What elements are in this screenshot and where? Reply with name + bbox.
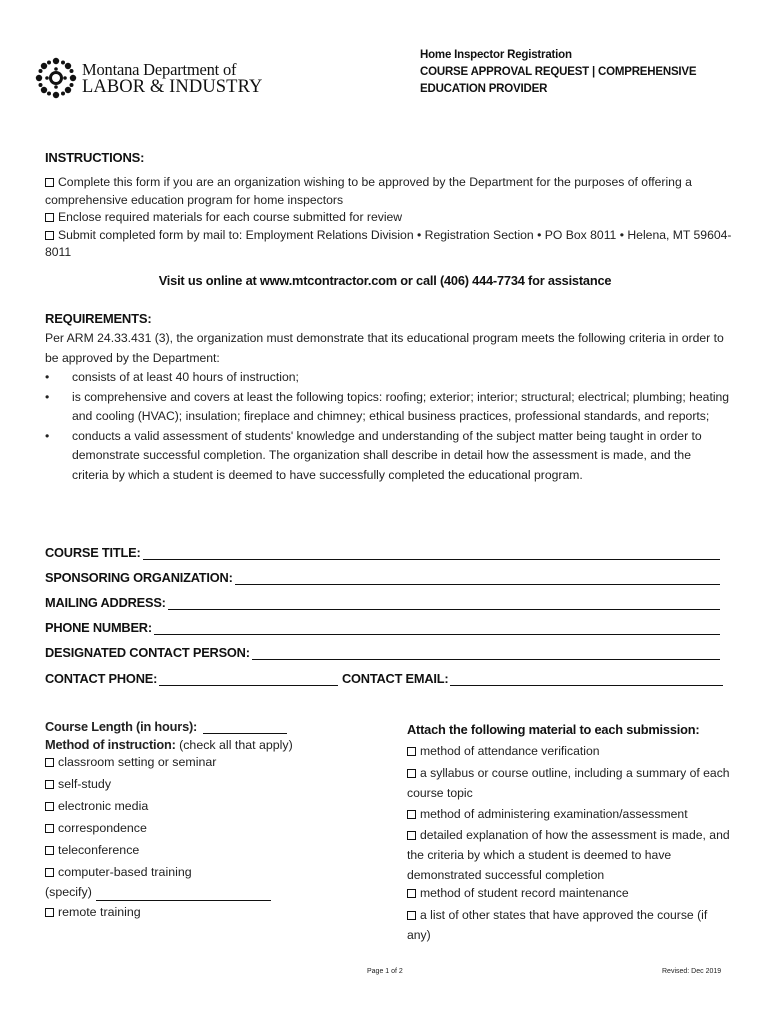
requirements-heading: REQUIREMENTS: [45,311,152,326]
method-remote[interactable]: remote training [45,901,365,923]
method-teleconference[interactable]: teleconference [45,839,365,861]
requirements-list [45,368,730,485]
method-computer-based[interactable]: computer-based training [45,861,365,883]
checkbox-icon[interactable] [45,824,54,833]
instruction-item: Submit completed form by mail to: Employment Relations Division • Registration Section • PO Box 8011 • Helena, MT 59604-8011 [45,227,732,259]
attach-item[interactable]: method of attendance verification [407,741,732,761]
checkbox-icon[interactable] [45,868,54,877]
method-label: Method of instruction: (check all that apply) [45,737,293,752]
course-title-field[interactable]: COURSE TITLE: [45,545,720,560]
sponsoring-org-field[interactable]: SPONSORING ORGANIZATION: [45,570,720,585]
contact-person-field[interactable]: DESIGNATED CONTACT PERSON: [45,645,720,660]
checkbox-icon[interactable] [407,747,416,756]
list-item: • conducts a valid assessment of students' knowledge and understanding of the subject matter being taught in order to demonstrate successful completion. The organization shall describe in detail how the assessment is made, and the criteria by which a student is deemed to have successfully completed the educational program. [45,428,702,482]
instruction-item: Complete this form if you are an organization wishing to be approved by the Department for the purposes of offering a comprehensive education program for home inspectors [45,175,692,207]
checkbox-icon[interactable] [407,911,416,920]
method-options [45,751,365,883]
checkbox-icon[interactable] [407,831,416,840]
sun-emblem-icon [34,56,78,100]
visit-line: Visit us online at www.mtcontractor.com or call (406) 444-7734 for assistance [158,273,612,288]
method-self-study[interactable]: self-study [45,773,365,795]
checkbox-icon[interactable] [45,758,54,767]
attach-item[interactable]: a syllabus or course outline, including a summary of each course topic [407,766,730,800]
method-classroom[interactable]: classroom setting or seminar [45,751,365,773]
mailing-address-field[interactable]: MAILING ADDRESS: [45,595,720,610]
list-item: • is comprehensive and covers at least the following topics: roofing; exterior; interior; structural; electrical; plumbing; heating and cooling (HVAC); insulation; fireplace and chimney; ethical business practices, professional standards, and reports; [45,389,730,423]
logo-line2: LABOR & INDUSTRY [82,77,263,97]
attach-item[interactable]: a list of other states that have approved the course (if any) [407,908,708,942]
method-correspondence[interactable]: correspondence [45,817,365,839]
form-title-line1: Home Inspector Registration [420,49,572,61]
form-title-line3: EDUCATION PROVIDER [420,83,548,95]
list-item: • consists of at least 40 hours of instruction; [45,370,299,384]
checkbox-icon[interactable] [45,178,54,187]
specify-field[interactable]: (specify) [45,883,271,901]
requirements-body [45,329,730,485]
attach-item[interactable]: method of student record maintenance [407,883,732,903]
instructions-list [45,174,735,262]
checkbox-icon[interactable] [407,769,416,778]
course-length-field[interactable]: Course Length (in hours): [45,719,287,734]
checkbox-icon[interactable] [45,780,54,789]
method-electronic[interactable]: electronic media [45,795,365,817]
checkbox-icon[interactable] [45,802,54,811]
checkbox-icon[interactable] [45,846,54,855]
checkbox-icon[interactable] [45,908,54,917]
checkbox-icon[interactable] [45,231,54,240]
right-column [407,720,732,945]
checkbox-icon[interactable] [407,810,416,819]
revised-date: Revised: Dec 2019 [662,968,722,975]
attach-heading: Attach the following material to each submission: [407,722,700,737]
contact-email-field[interactable]: CONTACT EMAIL: [342,671,723,686]
form-title-line2: COURSE APPROVAL REQUEST | COMPREHENSIVE [420,66,697,78]
left-column [45,719,365,923]
attach-item[interactable]: detailed explanation of how the assessment is made, and the criteria by which a student is deemed to have demonstrated successful completion [407,828,730,882]
attach-item[interactable]: method of administering examination/assessment [407,804,732,824]
logo [34,56,284,100]
page-number: Page 1 of 2 [367,968,403,975]
checkbox-icon[interactable] [45,213,54,222]
form-title [420,47,750,98]
instruction-item: Enclose required materials for each course submitted for review [45,209,735,227]
phone-number-field[interactable]: PHONE NUMBER: [45,620,720,635]
instructions-heading: INSTRUCTIONS: [45,150,145,165]
contact-phone-field[interactable]: CONTACT PHONE: [45,671,338,686]
requirements-intro: Per ARM 24.33.431 (3), the organization must demonstrate that its educational program meets the following criteria in order to be approved by the Department: [45,331,724,365]
checkbox-icon[interactable] [407,889,416,898]
logo-line1: Montana Department of [82,60,237,79]
